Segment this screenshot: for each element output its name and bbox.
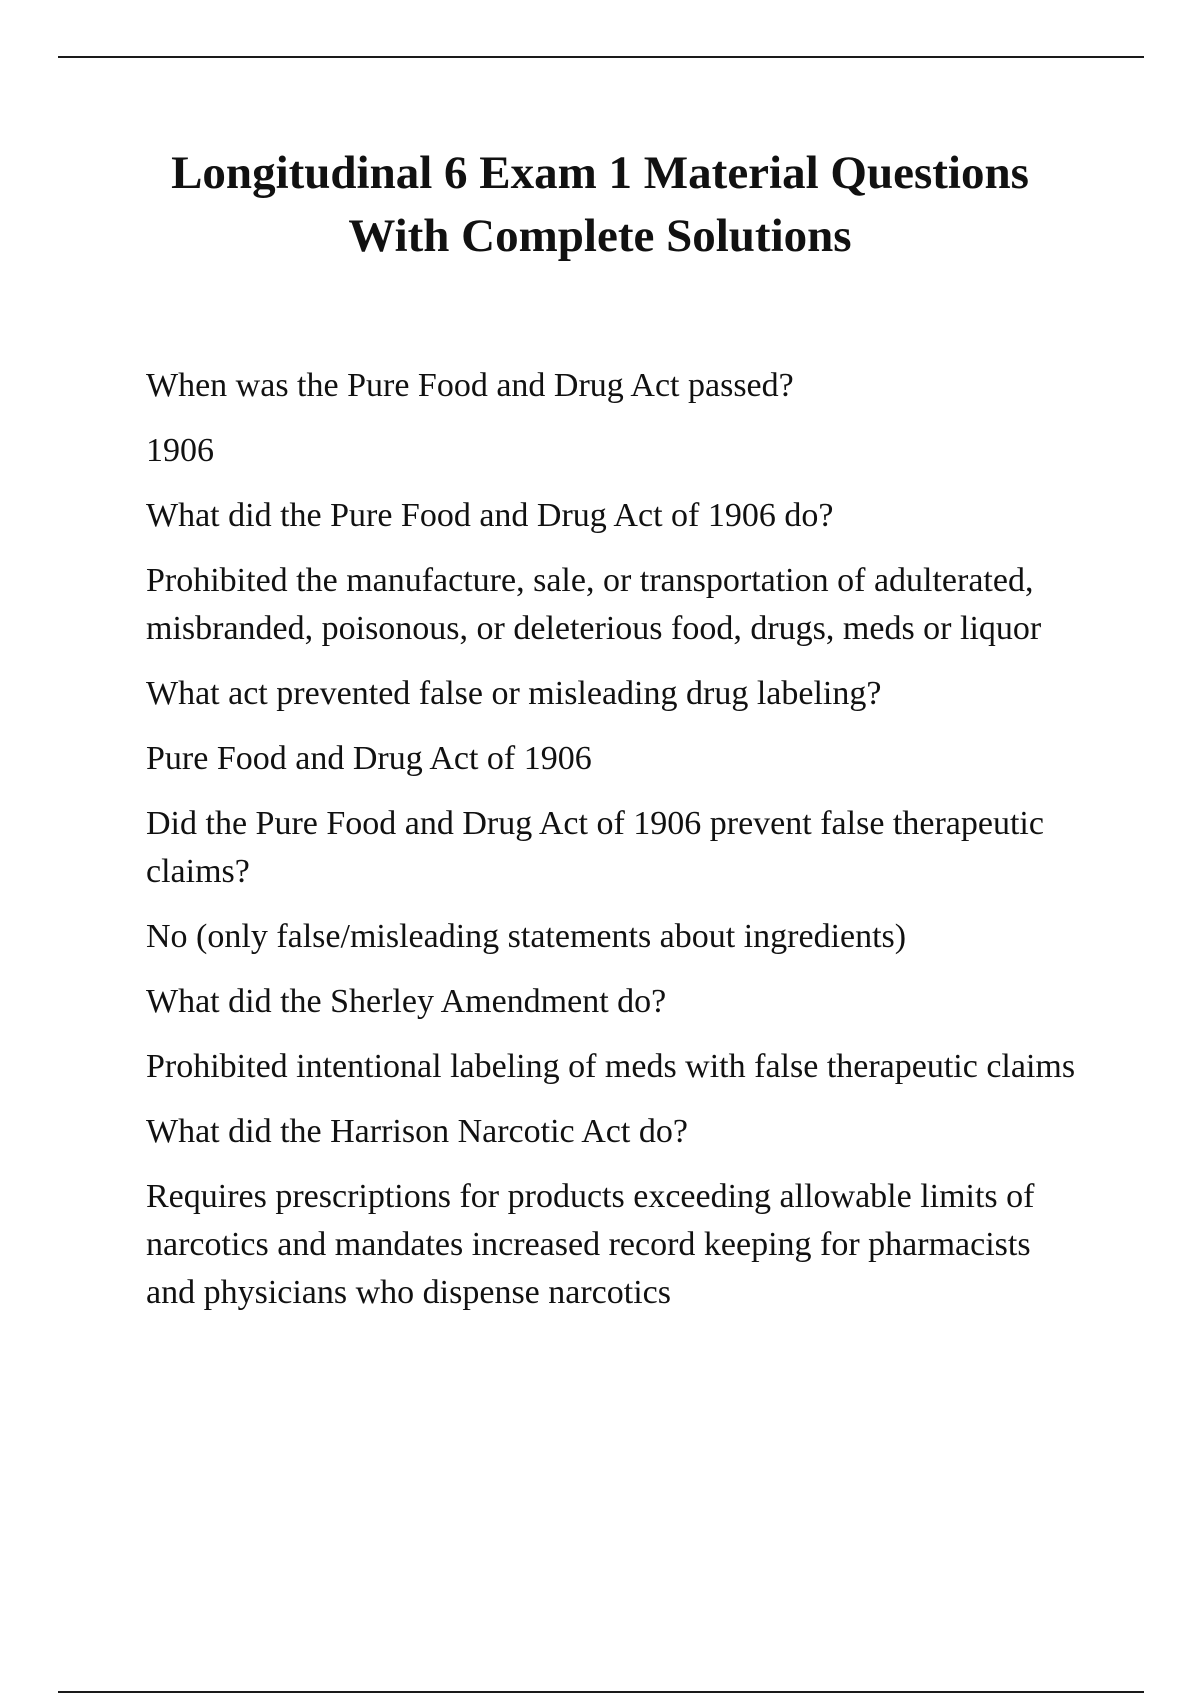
question-1: When was the Pure Food and Drug Act passed?	[146, 367, 794, 404]
qa-list	[146, 362, 1086, 1334]
bottom-divider	[58, 1691, 1144, 1693]
title-line-2: With Complete Solutions	[348, 210, 852, 262]
answer-4: No (only false/misleading statements about ingredients)	[146, 918, 907, 955]
title-line-1: Longitudinal 6 Exam 1 Material Questions	[171, 147, 1029, 199]
question-4: Did the Pure Food and Drug Act of 1906 prevent false therapeutic claims?	[146, 805, 1044, 890]
question-5: What did the Sherley Amendment do?	[146, 983, 667, 1020]
question-6: What did the Harrison Narcotic Act do?	[146, 1113, 688, 1150]
document-title	[100, 142, 1100, 268]
answer-2: Prohibited the manufacture, sale, or transportation of adulterated, misbranded, poisonous, or deleterious food, drugs, meds or liquor	[146, 562, 1042, 647]
top-divider	[58, 56, 1144, 58]
answer-6: Requires prescriptions for products exceeding allowable limits of narcotics and mandates increased record keeping for pharmacists and physicians who dispense narcotics	[146, 1178, 1035, 1311]
answer-5: Prohibited intentional labeling of meds with false therapeutic claims	[146, 1048, 1076, 1085]
question-3: What act prevented false or misleading drug labeling?	[146, 675, 882, 712]
question-2: What did the Pure Food and Drug Act of 1906 do?	[146, 497, 834, 534]
answer-1: 1906	[146, 432, 214, 469]
answer-3: Pure Food and Drug Act of 1906	[146, 740, 592, 777]
